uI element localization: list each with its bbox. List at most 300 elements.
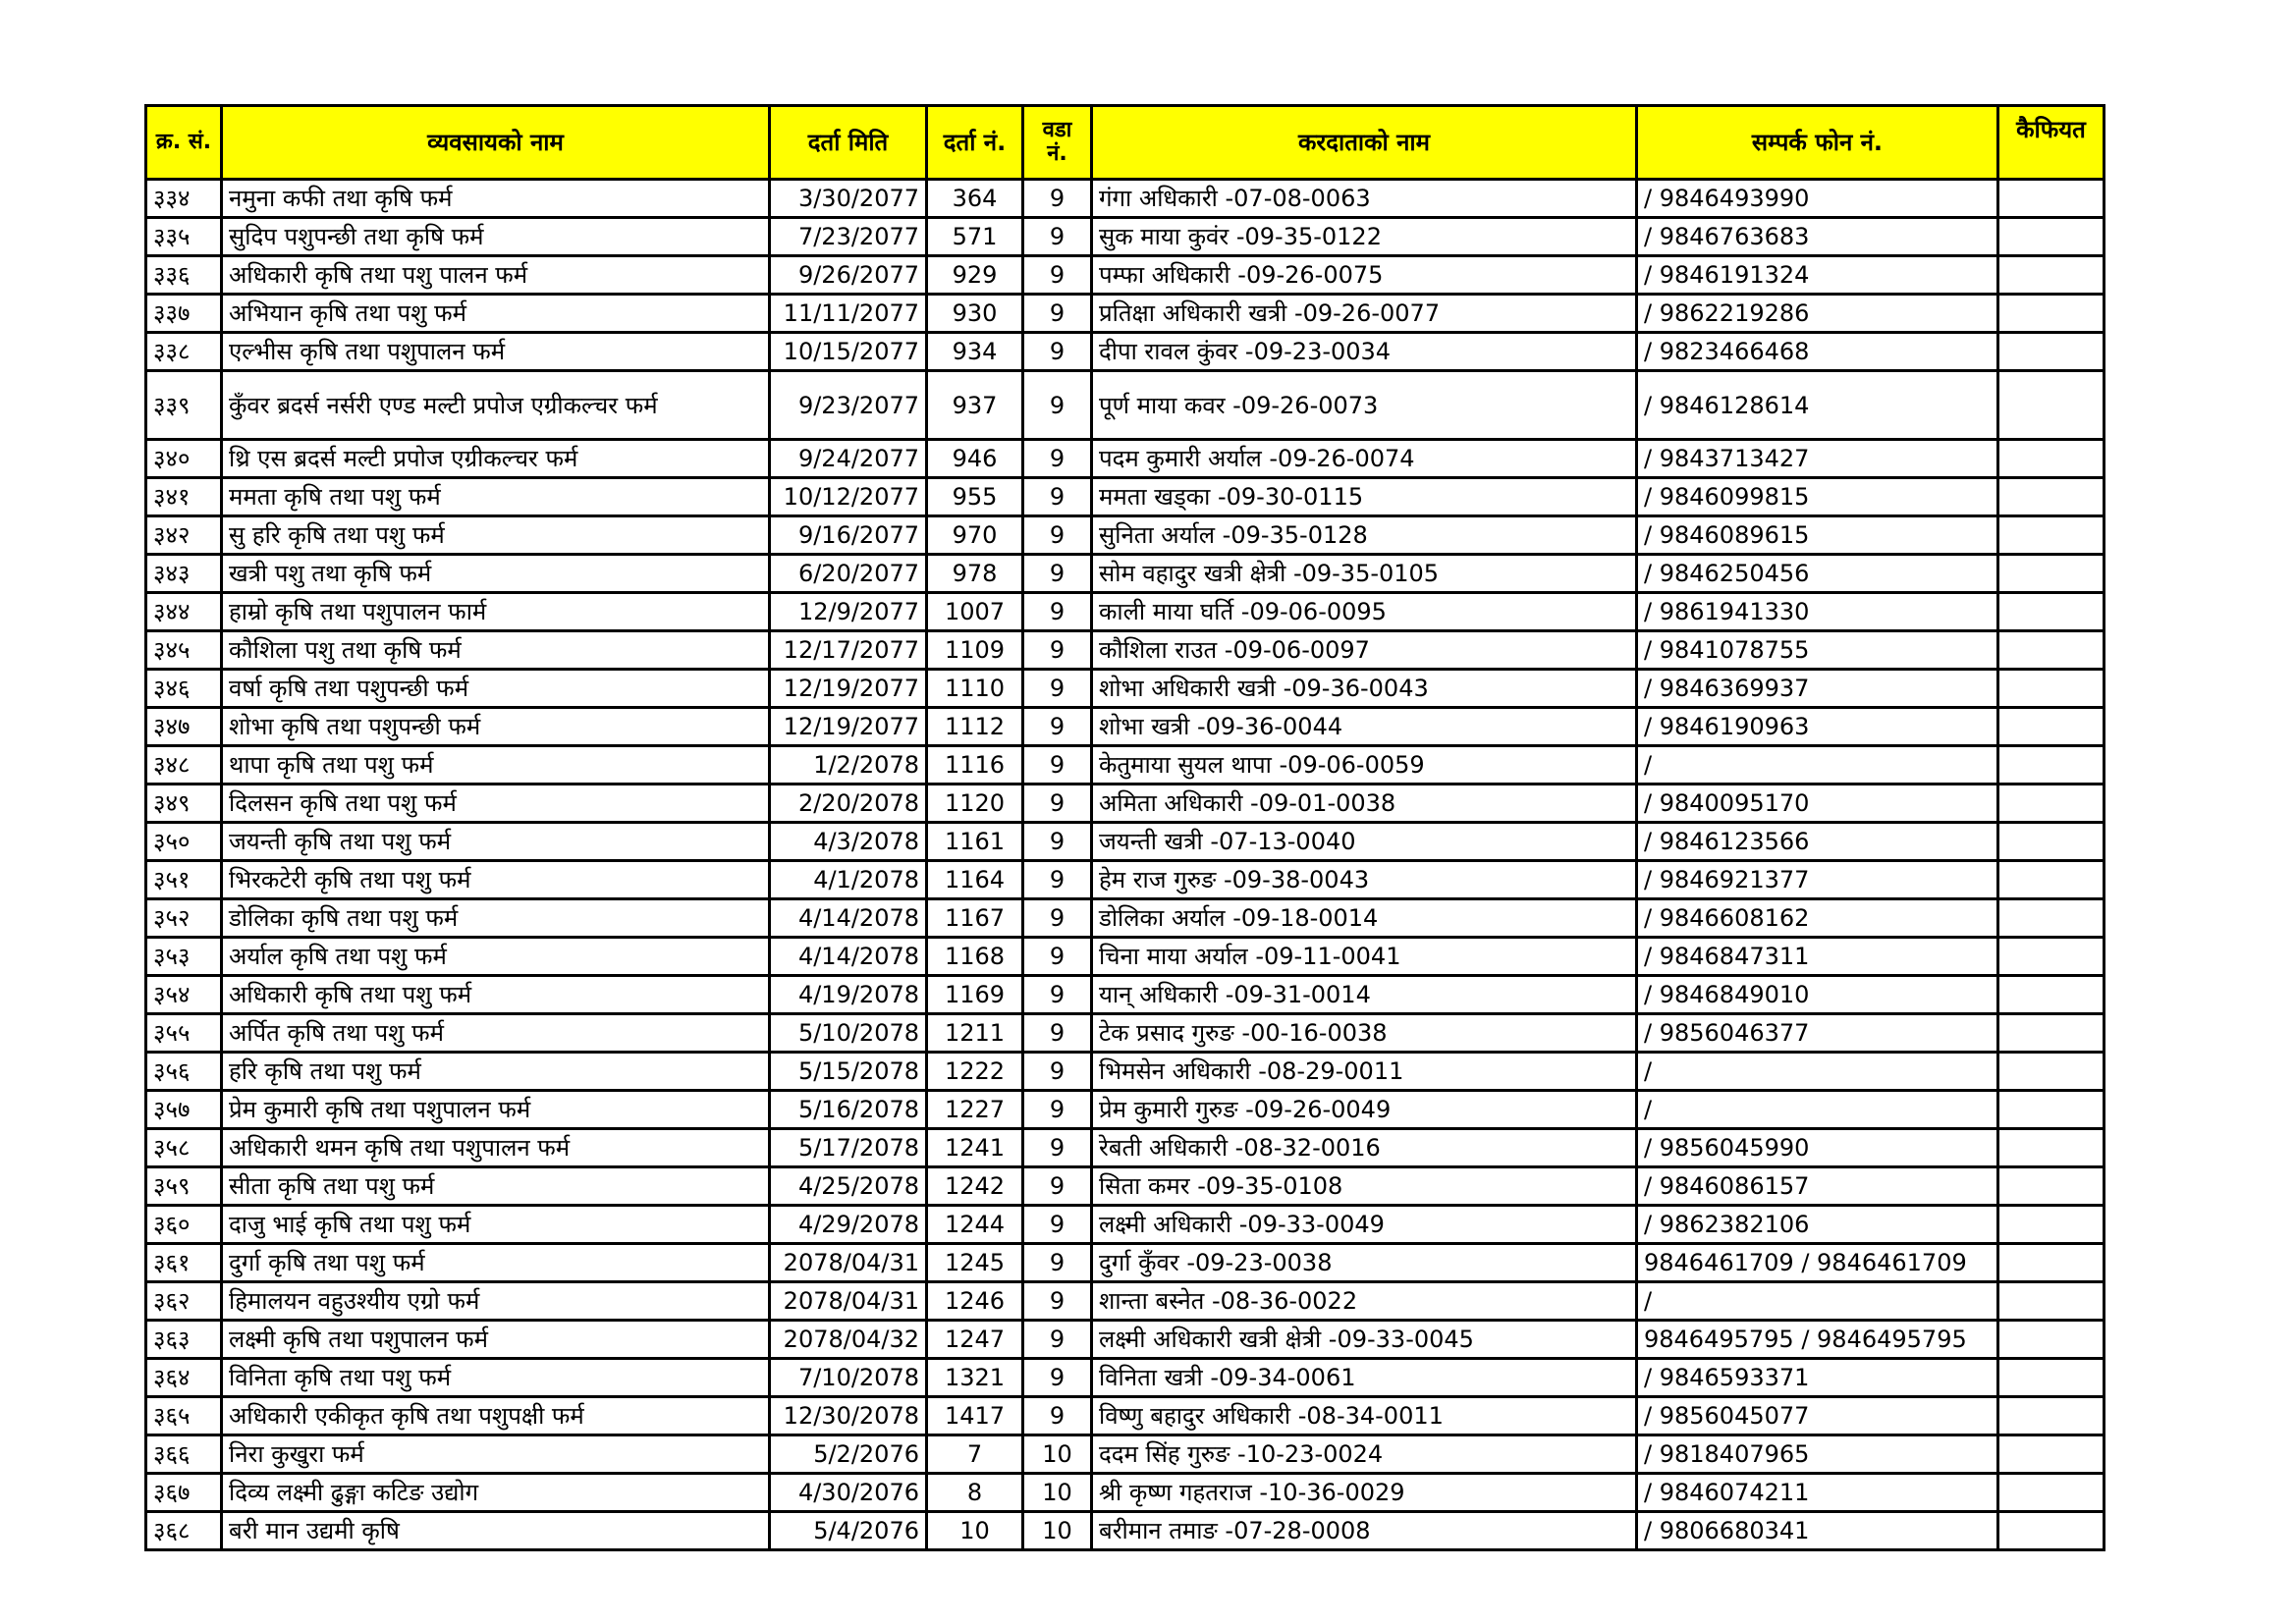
remarks-cell	[1998, 1091, 2105, 1129]
taxpayer-name-cell: सुक माया कुवंर -09-35-0122	[1092, 218, 1637, 256]
table-row	[146, 708, 2105, 746]
serial-number-cell: ३३७	[146, 295, 222, 333]
contact-phone-cell: / 9823466468	[1637, 333, 1998, 371]
business-name-cell: सीता कृषि तथा पशु फर्म	[222, 1167, 770, 1206]
registration-date-cell: 11/11/2077	[770, 295, 927, 333]
contact-phone-cell: / 9846191324	[1637, 256, 1998, 295]
serial-number-cell: ३४४	[146, 593, 222, 631]
serial-number-cell: ३४९	[146, 785, 222, 823]
remarks-cell	[1998, 746, 2105, 785]
business-name-cell: अभियान कृषि तथा पशु फर्म	[222, 295, 770, 333]
header-remarks: कैफियत	[1998, 106, 2105, 180]
table-row	[146, 333, 2105, 371]
taxpayer-name-cell: विनिता खत्री -09-34-0061	[1092, 1359, 1637, 1397]
business-name-cell: अधिकारी थमन कृषि तथा पशुपालन फर्म	[222, 1129, 770, 1167]
business-name-cell: बरी मान उद्यमी कृषि	[222, 1512, 770, 1550]
table-row	[146, 899, 2105, 938]
registration-date-cell: 4/29/2078	[770, 1206, 927, 1244]
registration-date-cell: 4/25/2078	[770, 1167, 927, 1206]
taxpayer-name-cell: केतुमाया सुयल थापा -09-06-0059	[1092, 746, 1637, 785]
serial-number-cell: ३४८	[146, 746, 222, 785]
registration-date-cell: 9/23/2077	[770, 371, 927, 440]
ward-number-cell: 10	[1023, 1512, 1092, 1550]
table-row	[146, 371, 2105, 440]
table-row	[146, 1053, 2105, 1091]
contact-phone-cell: / 9846250456	[1637, 555, 1998, 593]
business-name-cell: हिमालयन वहुउश्यीय एग्रो फर्म	[222, 1282, 770, 1321]
registration-number-cell: 1112	[927, 708, 1023, 746]
contact-phone-cell: / 9846369937	[1637, 670, 1998, 708]
ward-number-cell: 9	[1023, 746, 1092, 785]
business-name-cell: ममता कृषि तथा पशु फर्म	[222, 478, 770, 516]
table-row	[146, 478, 2105, 516]
contact-phone-cell: / 9846190963	[1637, 708, 1998, 746]
contact-phone-cell: / 9846086157	[1637, 1167, 1998, 1206]
remarks-cell	[1998, 631, 2105, 670]
registration-number-cell: 946	[927, 440, 1023, 478]
serial-number-cell: ३५८	[146, 1129, 222, 1167]
contact-phone-cell: / 9846763683	[1637, 218, 1998, 256]
taxpayer-name-cell: श्री कृष्ण गहतराज -10-36-0029	[1092, 1474, 1637, 1512]
ward-number-cell: 9	[1023, 1014, 1092, 1053]
registration-number-cell: 8	[927, 1474, 1023, 1512]
table-row	[146, 256, 2105, 295]
registration-number-cell: 1244	[927, 1206, 1023, 1244]
serial-number-cell: ३३६	[146, 256, 222, 295]
remarks-cell	[1998, 785, 2105, 823]
serial-number-cell: ३६०	[146, 1206, 222, 1244]
business-name-cell: अर्याल कृषि तथा पशु फर्म	[222, 938, 770, 976]
ward-number-cell: 9	[1023, 899, 1092, 938]
remarks-cell	[1998, 1474, 2105, 1512]
serial-number-cell: ३६३	[146, 1321, 222, 1359]
contact-phone-cell: / 9841078755	[1637, 631, 1998, 670]
remarks-cell	[1998, 976, 2105, 1014]
ward-number-cell: 9	[1023, 371, 1092, 440]
remarks-cell	[1998, 861, 2105, 899]
ward-number-cell: 9	[1023, 861, 1092, 899]
registration-number-cell: 7	[927, 1435, 1023, 1474]
serial-number-cell: ३३८	[146, 333, 222, 371]
registration-number-cell: 1164	[927, 861, 1023, 899]
ward-number-cell: 9	[1023, 1129, 1092, 1167]
contact-phone-cell: / 9862219286	[1637, 295, 1998, 333]
table-row	[146, 1321, 2105, 1359]
business-name-cell: वर्षा कृषि तथा पशुपन्छी फर्म	[222, 670, 770, 708]
registration-date-cell: 9/16/2077	[770, 516, 927, 555]
taxpayer-name-cell: कौशिला राउत -09-06-0097	[1092, 631, 1637, 670]
remarks-cell	[1998, 1512, 2105, 1550]
business-name-cell: खत्री पशु तथा कृषि फर्म	[222, 555, 770, 593]
business-name-cell: भिरकटेरी कृषि तथा पशु फर्म	[222, 861, 770, 899]
remarks-cell	[1998, 1129, 2105, 1167]
serial-number-cell: ३४१	[146, 478, 222, 516]
serial-number-cell: ३६२	[146, 1282, 222, 1321]
ward-number-cell: 9	[1023, 976, 1092, 1014]
registration-date-cell: 4/14/2078	[770, 938, 927, 976]
registration-date-cell: 12/17/2077	[770, 631, 927, 670]
contact-phone-cell: / 9846128614	[1637, 371, 1998, 440]
serial-number-cell: ३५०	[146, 823, 222, 861]
remarks-cell	[1998, 333, 2105, 371]
serial-number-cell: ३४३	[146, 555, 222, 593]
serial-number-cell: ३६१	[146, 1244, 222, 1282]
remarks-cell	[1998, 938, 2105, 976]
ward-number-cell: 9	[1023, 1206, 1092, 1244]
table-row	[146, 1397, 2105, 1435]
remarks-cell	[1998, 371, 2105, 440]
serial-number-cell: ३५५	[146, 1014, 222, 1053]
taxpayer-name-cell: पूर्ण माया कवर -09-26-0073	[1092, 371, 1637, 440]
contact-phone-cell: / 9846849010	[1637, 976, 1998, 1014]
business-name-cell: दिव्य लक्ष्मी ढुङ्गा कटिङ उद्योग	[222, 1474, 770, 1512]
serial-number-cell: ३३५	[146, 218, 222, 256]
registration-date-cell: 5/10/2078	[770, 1014, 927, 1053]
ward-number-cell: 9	[1023, 823, 1092, 861]
contact-phone-cell: / 9861941330	[1637, 593, 1998, 631]
registration-number-cell: 1120	[927, 785, 1023, 823]
contact-phone-cell: / 9846847311	[1637, 938, 1998, 976]
contact-phone-cell: /	[1637, 746, 1998, 785]
table-row	[146, 861, 2105, 899]
taxpayer-name-cell: चिना माया अर्याल -09-11-0041	[1092, 938, 1637, 976]
registration-number-cell: 1227	[927, 1091, 1023, 1129]
contact-phone-cell: / 9846099815	[1637, 478, 1998, 516]
registration-date-cell: 7/23/2077	[770, 218, 927, 256]
ward-number-cell: 9	[1023, 555, 1092, 593]
header-taxpayer-name: करदाताको नाम	[1092, 106, 1637, 180]
contact-phone-cell: / 9846089615	[1637, 516, 1998, 555]
serial-number-cell: ३५७	[146, 1091, 222, 1129]
business-name-cell: दाजु भाई कृषि तथा पशु फर्म	[222, 1206, 770, 1244]
registration-number-cell: 1241	[927, 1129, 1023, 1167]
ward-number-cell: 9	[1023, 180, 1092, 218]
taxpayer-name-cell: रेबती अधिकारी -08-32-0016	[1092, 1129, 1637, 1167]
table-header-row	[146, 106, 2105, 180]
business-name-cell: एल्भीस कृषि तथा पशुपालन फर्म	[222, 333, 770, 371]
serial-number-cell: ३४२	[146, 516, 222, 555]
table-row	[146, 1244, 2105, 1282]
business-name-cell: प्रेम कुमारी कृषि तथा पशुपालन फर्म	[222, 1091, 770, 1129]
registration-number-cell: 1321	[927, 1359, 1023, 1397]
registration-date-cell: 9/26/2077	[770, 256, 927, 295]
contact-phone-cell: / 9846123566	[1637, 823, 1998, 861]
remarks-cell	[1998, 708, 2105, 746]
registration-date-cell: 2/20/2078	[770, 785, 927, 823]
registration-number-cell: 1247	[927, 1321, 1023, 1359]
registration-date-cell: 7/10/2078	[770, 1359, 927, 1397]
table-row	[146, 180, 2105, 218]
header-registration-number: दर्ता नं.	[927, 106, 1023, 180]
ward-number-cell: 9	[1023, 1167, 1092, 1206]
remarks-cell	[1998, 516, 2105, 555]
ward-number-cell: 9	[1023, 1359, 1092, 1397]
taxpayer-name-cell: सोम वहादुर खत्री क्षेत्री -09-35-0105	[1092, 555, 1637, 593]
registration-number-cell: 978	[927, 555, 1023, 593]
serial-number-cell: ३५९	[146, 1167, 222, 1206]
remarks-cell	[1998, 478, 2105, 516]
contact-phone-cell: / 9856045990	[1637, 1129, 1998, 1167]
registration-date-cell: 4/1/2078	[770, 861, 927, 899]
table-row	[146, 631, 2105, 670]
contact-phone-cell: / 9856045077	[1637, 1397, 1998, 1435]
table-row	[146, 593, 2105, 631]
serial-number-cell: ३४०	[146, 440, 222, 478]
table-row	[146, 440, 2105, 478]
table-row	[146, 1167, 2105, 1206]
serial-number-cell: ३४५	[146, 631, 222, 670]
remarks-cell	[1998, 1435, 2105, 1474]
contact-phone-cell: / 9846608162	[1637, 899, 1998, 938]
ward-number-cell: 9	[1023, 1282, 1092, 1321]
remarks-cell	[1998, 593, 2105, 631]
registration-number-cell: 1109	[927, 631, 1023, 670]
business-name-cell: जयन्ती कृषि तथा पशु फर्म	[222, 823, 770, 861]
registration-date-cell: 1/2/2078	[770, 746, 927, 785]
table-row	[146, 1359, 2105, 1397]
contact-phone-cell: / 9840095170	[1637, 785, 1998, 823]
ward-number-cell: 9	[1023, 1091, 1092, 1129]
registration-date-cell: 4/19/2078	[770, 976, 927, 1014]
remarks-cell	[1998, 256, 2105, 295]
registration-number-cell: 930	[927, 295, 1023, 333]
serial-number-cell: ३६६	[146, 1435, 222, 1474]
ward-number-cell: 9	[1023, 785, 1092, 823]
registration-date-cell: 2078/04/31	[770, 1282, 927, 1321]
registration-number-cell: 1116	[927, 746, 1023, 785]
registration-number-cell: 1417	[927, 1397, 1023, 1435]
serial-number-cell: ३३९	[146, 371, 222, 440]
serial-number-cell: ३६४	[146, 1359, 222, 1397]
table-row	[146, 1512, 2105, 1550]
business-name-cell: दिलसन कृषि तथा पशु फर्म	[222, 785, 770, 823]
serial-number-cell: ३५४	[146, 976, 222, 1014]
table-row	[146, 976, 2105, 1014]
taxpayer-name-cell: टेक प्रसाद गुरुङ -00-16-0038	[1092, 1014, 1637, 1053]
serial-number-cell: ३५६	[146, 1053, 222, 1091]
table-row	[146, 555, 2105, 593]
taxpayer-name-cell: भिमसेन अधिकारी -08-29-0011	[1092, 1053, 1637, 1091]
ward-number-cell: 9	[1023, 478, 1092, 516]
taxpayer-name-cell: काली माया घर्ति -09-06-0095	[1092, 593, 1637, 631]
contact-phone-cell: /	[1637, 1282, 1998, 1321]
table-row	[146, 1435, 2105, 1474]
registration-date-cell: 3/30/2077	[770, 180, 927, 218]
taxpayer-name-cell: सिता कमर -09-35-0108	[1092, 1167, 1637, 1206]
contact-phone-cell: / 9806680341	[1637, 1512, 1998, 1550]
contact-phone-cell: /	[1637, 1053, 1998, 1091]
taxpayer-name-cell: पम्फा अधिकारी -09-26-0075	[1092, 256, 1637, 295]
registration-number-cell: 1211	[927, 1014, 1023, 1053]
registration-number-cell: 934	[927, 333, 1023, 371]
registration-number-cell: 1168	[927, 938, 1023, 976]
serial-number-cell: ३३४	[146, 180, 222, 218]
contact-phone-cell: 9846461709 / 9846461709	[1637, 1244, 1998, 1282]
registration-date-cell: 10/12/2077	[770, 478, 927, 516]
table-row	[146, 746, 2105, 785]
ward-number-cell: 10	[1023, 1474, 1092, 1512]
contact-phone-cell: /	[1637, 1091, 1998, 1129]
registration-number-cell: 1167	[927, 899, 1023, 938]
taxpayer-name-cell: हेम राज गुरुङ -09-38-0043	[1092, 861, 1637, 899]
remarks-cell	[1998, 1321, 2105, 1359]
registration-number-cell: 1110	[927, 670, 1023, 708]
registration-number-cell: 1222	[927, 1053, 1023, 1091]
ward-number-cell: 9	[1023, 1397, 1092, 1435]
contact-phone-cell: / 9856046377	[1637, 1014, 1998, 1053]
table-row	[146, 670, 2105, 708]
ward-number-cell: 9	[1023, 593, 1092, 631]
remarks-cell	[1998, 1282, 2105, 1321]
ward-number-cell: 9	[1023, 938, 1092, 976]
table-row	[146, 1474, 2105, 1512]
taxpayer-name-cell: अमिता अधिकारी -09-01-0038	[1092, 785, 1637, 823]
table-row	[146, 823, 2105, 861]
serial-number-cell: ३५२	[146, 899, 222, 938]
registration-date-cell: 5/16/2078	[770, 1091, 927, 1129]
registration-number-cell: 929	[927, 256, 1023, 295]
registration-date-cell: 5/17/2078	[770, 1129, 927, 1167]
business-name-cell: शोभा कृषि तथा पशुपन्छी फर्म	[222, 708, 770, 746]
table-row	[146, 1282, 2105, 1321]
table-row	[146, 1091, 2105, 1129]
contact-phone-cell: / 9843713427	[1637, 440, 1998, 478]
serial-number-cell: ३६५	[146, 1397, 222, 1435]
ward-number-cell: 9	[1023, 440, 1092, 478]
registration-number-cell: 10	[927, 1512, 1023, 1550]
remarks-cell	[1998, 1014, 2105, 1053]
serial-number-cell: ३६७	[146, 1474, 222, 1512]
header-contact-phone: सम्पर्क फोन नं.	[1637, 106, 1998, 180]
header-serial-number: क्र. सं.	[146, 106, 222, 180]
taxpayer-name-cell: पदम कुमारी अर्याल -09-26-0074	[1092, 440, 1637, 478]
table-row	[146, 785, 2105, 823]
header-registration-date: दर्ता मिति	[770, 106, 927, 180]
registration-number-cell: 1169	[927, 976, 1023, 1014]
contact-phone-cell: / 9846593371	[1637, 1359, 1998, 1397]
registration-number-cell: 955	[927, 478, 1023, 516]
table-row	[146, 295, 2105, 333]
business-name-cell: थापा कृषि तथा पशु फर्म	[222, 746, 770, 785]
taxpayer-name-cell: जयन्ती खत्री -07-13-0040	[1092, 823, 1637, 861]
registration-number-cell: 970	[927, 516, 1023, 555]
business-name-cell: कुँवर ब्रदर्स नर्सरी एण्ड मल्टी प्रपोज एग्रीकल्चर फर्म	[222, 371, 770, 440]
registration-date-cell: 10/15/2077	[770, 333, 927, 371]
registration-date-cell: 12/9/2077	[770, 593, 927, 631]
remarks-cell	[1998, 1167, 2105, 1206]
taxpayer-name-cell: ददम सिंह गुरुङ -10-23-0024	[1092, 1435, 1637, 1474]
registration-date-cell: 12/30/2078	[770, 1397, 927, 1435]
taxpayer-name-cell: प्रतिक्षा अधिकारी खत्री -09-26-0077	[1092, 295, 1637, 333]
business-name-cell: कौशिला पशु तथा कृषि फर्म	[222, 631, 770, 670]
contact-phone-cell: / 9818407965	[1637, 1435, 1998, 1474]
taxpayer-name-cell: सुनिता अर्याल -09-35-0128	[1092, 516, 1637, 555]
serial-number-cell: ३५१	[146, 861, 222, 899]
contact-phone-cell: 9846495795 / 9846495795	[1637, 1321, 1998, 1359]
taxpayer-name-cell: दुर्गा कुँवर -09-23-0038	[1092, 1244, 1637, 1282]
remarks-cell	[1998, 670, 2105, 708]
remarks-cell	[1998, 555, 2105, 593]
business-name-cell: हाम्रो कृषि तथा पशुपालन फार्म	[222, 593, 770, 631]
taxpayer-name-cell: ममता खड्का -09-30-0115	[1092, 478, 1637, 516]
registration-number-cell: 1246	[927, 1282, 1023, 1321]
ward-number-cell: 9	[1023, 218, 1092, 256]
remarks-cell	[1998, 295, 2105, 333]
ward-number-cell: 9	[1023, 1053, 1092, 1091]
serial-number-cell: ३४६	[146, 670, 222, 708]
remarks-cell	[1998, 823, 2105, 861]
serial-number-cell: ३५३	[146, 938, 222, 976]
header-business-name: व्यवसायको नाम	[222, 106, 770, 180]
registration-date-cell: 4/3/2078	[770, 823, 927, 861]
registration-number-cell: 937	[927, 371, 1023, 440]
ward-number-cell: 10	[1023, 1435, 1092, 1474]
table-row	[146, 1014, 2105, 1053]
taxpayer-name-cell: विष्णु बहादुर अधिकारी -08-34-0011	[1092, 1397, 1637, 1435]
taxpayer-name-cell: प्रेम कुमारी गुरुङ -09-26-0049	[1092, 1091, 1637, 1129]
registration-number-cell: 1242	[927, 1167, 1023, 1206]
registration-date-cell: 2078/04/31	[770, 1244, 927, 1282]
taxpayer-name-cell: शोभा खत्री -09-36-0044	[1092, 708, 1637, 746]
business-name-cell: निरा कुखुरा फर्म	[222, 1435, 770, 1474]
business-name-cell: विनिता कृषि तथा पशु फर्म	[222, 1359, 770, 1397]
ward-number-cell: 9	[1023, 256, 1092, 295]
taxpayer-name-cell: दीपा रावल कुंवर -09-23-0034	[1092, 333, 1637, 371]
table-row	[146, 218, 2105, 256]
registration-number-cell: 1007	[927, 593, 1023, 631]
table-row	[146, 938, 2105, 976]
ward-number-cell: 9	[1023, 670, 1092, 708]
remarks-cell	[1998, 180, 2105, 218]
remarks-cell	[1998, 1244, 2105, 1282]
remarks-cell	[1998, 899, 2105, 938]
taxpayer-name-cell: शोभा अधिकारी खत्री -09-36-0043	[1092, 670, 1637, 708]
taxpayer-name-cell: यान् अधिकारी -09-31-0014	[1092, 976, 1637, 1014]
ward-number-cell: 9	[1023, 333, 1092, 371]
business-name-cell: डोलिका कृषि तथा पशु फर्म	[222, 899, 770, 938]
taxpayer-name-cell: बरीमान तमाङ -07-28-0008	[1092, 1512, 1637, 1550]
remarks-cell	[1998, 440, 2105, 478]
registration-date-cell: 12/19/2077	[770, 670, 927, 708]
business-registry-table	[144, 104, 2105, 1551]
business-name-cell: अधिकारी एकीकृत कृषि तथा पशुपक्षी फर्म	[222, 1397, 770, 1435]
contact-phone-cell: / 9846493990	[1637, 180, 1998, 218]
business-name-cell: अधिकारी कृषि तथा पशु फर्म	[222, 976, 770, 1014]
ward-number-cell: 9	[1023, 1244, 1092, 1282]
registration-number-cell: 1245	[927, 1244, 1023, 1282]
serial-number-cell: ३६८	[146, 1512, 222, 1550]
remarks-cell	[1998, 1359, 2105, 1397]
table-row	[146, 1129, 2105, 1167]
taxpayer-name-cell: गंगा अधिकारी -07-08-0063	[1092, 180, 1637, 218]
business-name-cell: हरि कृषि तथा पशु फर्म	[222, 1053, 770, 1091]
taxpayer-name-cell: शान्ता बस्नेत -08-36-0022	[1092, 1282, 1637, 1321]
business-name-cell: थ्रि एस ब्रदर्स मल्टी प्रपोज एग्रीकल्चर फर्म	[222, 440, 770, 478]
registration-number-cell: 571	[927, 218, 1023, 256]
registration-number-cell: 1161	[927, 823, 1023, 861]
header-ward-number: वडा नं.	[1023, 106, 1092, 180]
registration-date-cell: 5/15/2078	[770, 1053, 927, 1091]
remarks-cell	[1998, 1206, 2105, 1244]
registration-number-cell: 364	[927, 180, 1023, 218]
taxpayer-name-cell: लक्ष्मी अधिकारी -09-33-0049	[1092, 1206, 1637, 1244]
registration-date-cell: 12/19/2077	[770, 708, 927, 746]
business-name-cell: सुदिप पशुपन्छी तथा कृषि फर्म	[222, 218, 770, 256]
contact-phone-cell: / 9846074211	[1637, 1474, 1998, 1512]
registration-date-cell: 5/4/2076	[770, 1512, 927, 1550]
registration-date-cell: 6/20/2077	[770, 555, 927, 593]
ward-number-cell: 9	[1023, 631, 1092, 670]
